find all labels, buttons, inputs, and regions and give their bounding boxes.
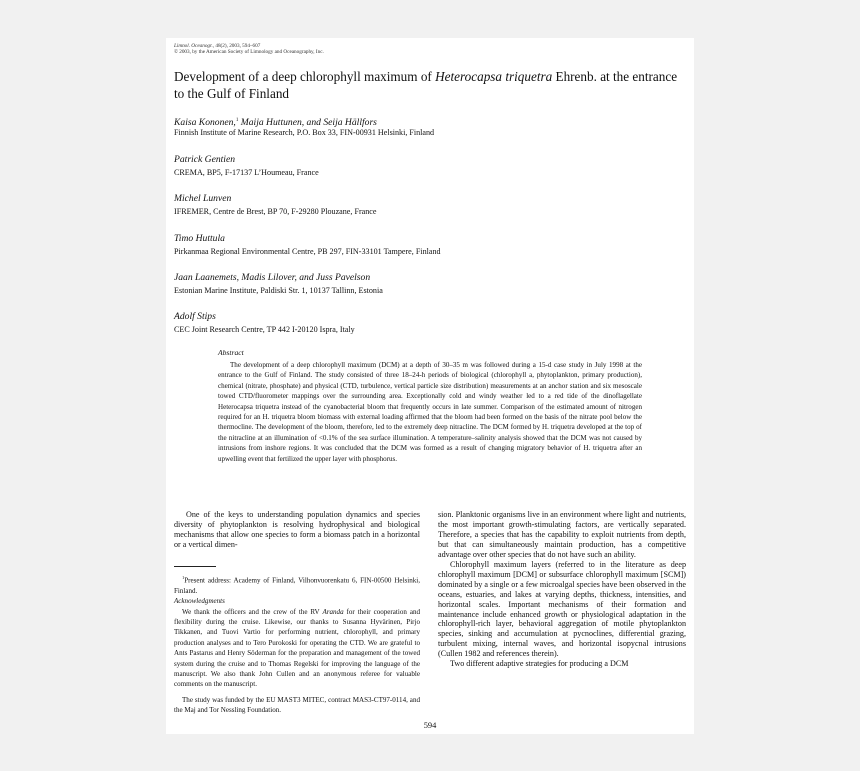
page-number: 594 <box>423 721 437 730</box>
intro-paragraph-1: One of the keys to understanding population dynamics and species diversity of phytoplankton is resolving hydrophysical and biological mechanisms that allow one species to form a biomass patch in a horizontal or a vertical dimen- <box>174 510 420 549</box>
author-names-cont: Maija Huttunen, and Seija Hällfors <box>238 117 377 129</box>
journal-header <box>174 43 324 56</box>
paper-title <box>174 69 689 102</box>
ack-text-a: We thank the officers and the crew of the RV <box>182 607 323 616</box>
author-names: Kaisa Kononen, <box>174 117 236 129</box>
body-paragraph-3: Two different adaptive strategies for producing a DCM <box>450 659 629 669</box>
affiliation-6: CEC Joint Research Centre, TP 442 I-20120 Ispra, Italy <box>174 325 355 334</box>
author-group-5: Jaan Laanemets, Madis Lilover, and Juss Pavelson <box>174 272 371 283</box>
body-paragraph-cont: sion. Planktonic organisms live in an environment where light and nutrients, the most important growth-stimulating factors, are vertically separated. Therefore, a species that has the capability to exploit nutrients from depth, but that can simultaneously maintain production, has a competitive advantage over other species that do not have such an ability. <box>438 510 686 559</box>
body-paragraph-2: Chlorophyll maximum layers (referred to in the literature as deep chlorophyll maximum [DCM] or subsurface chlorophyll maximum [SCM]) dominated by a single or a few microalgal species have been observed in the oceans, estuaries, and lakes at varying depths, thickness, intensities, and horizontal scales. Important mechanisms of their formation and maintenance include enhanced growth or physiological adaptation in the chlorophyll-rich layer, behavioral aggregation of motile phytoplankton species, sinking and accumulation at pycnoclines, differential grazing, turbulent mixing, internal waves, and horizontal isopycnal intrusions (Cullen 1982 and references therein). <box>438 559 686 659</box>
author-group-2: Patrick Gentien <box>174 154 236 165</box>
author-footnote-mark: 1 <box>235 118 239 123</box>
footnote-mark: 1 <box>182 575 185 580</box>
title-part2: Ehrenb. at the entrance to the Gulf of Finland <box>174 69 678 101</box>
footnote <box>174 573 420 596</box>
affiliation-2: CREMA, BP5, F-17137 L’Houmeau, France <box>174 168 319 177</box>
author-group-4: Timo Huttula <box>174 233 225 244</box>
affiliation-1: Finnish Institute of Marine Research, P.O. Box 33, FIN-00931 Helsinki, Finland <box>174 128 435 137</box>
affiliation-4: Pirkanmaa Regional Environmental Centre, PB 297, FIN-33101 Tampere, Finland <box>174 247 441 256</box>
journal-ref: , 48(2), 2003, 594–607 <box>212 43 261 49</box>
affiliation-3: IFREMER, Centre de Brest, BP 70, F-29280 Plouzane, France <box>174 207 377 216</box>
footnote-text: Present address: Academy of Finland, Vilhonvuorenkatu 6, FIN-00500 Helsinki, Finland. <box>174 576 420 595</box>
author-group-1 <box>174 115 377 128</box>
body-column-2 <box>438 510 686 669</box>
footnote-divider <box>174 566 216 567</box>
funding-text: The study was funded by the EU MAST3 MITEC, contract MAS3-CT97-0114, and the Maj and Tor Nessling Foundation. <box>174 696 420 715</box>
paper-page <box>166 38 694 734</box>
author-group-6: Adolf Stips <box>174 311 216 322</box>
acknowledgments-text <box>174 607 420 690</box>
title-part1: Development of a deep chlorophyll maximum of <box>174 69 436 84</box>
ack-text-b: for their cooperation and flexibility during the cruise. Likewise, our thanks to Susanna Hyvärinen, Pirjo Tikkanen, and Tuovi Vartio for performing nutrient, chlorophyll, and primary production analyses and to Tero Purokoski for operating the CTD. We are grateful to Ants Pastarus and Henry Söderman for the preparation and management of the towed system during the cruise and to Thomas Regelski for improving the language of the manuscript. We also thank John Cullen and an anonymous referee for valuable comments on the manuscript. <box>174 607 420 689</box>
acknowledgments-heading: Acknowledgments <box>174 597 225 605</box>
abstract-text: The development of a deep chlorophyll maximum (DCM) at a depth of 30–35 m was followed during a 15-d case study in July 1998 at the entrance to the Gulf of Finland. The study consisted of three 18–24-h periods of biological (chlorophyll a, phytoplankton, primary production), chemical (nitrate, phosphate) and physical (CTD, turbulence, vertical particle size distribution) measurements at an anchor station and six mesoscale towed CTD/fluorometer mappings over the surrounding area. Exceptionally cold and windy weather led to a red tide of the dinoflagellate Heterocapsa triquetra instead of the cyanobacterial bloom that frequently occurs in late summer. Comparison of the estimated amount of nitrogen required for an H. triquetra bloom biomass with external loading affirmed that the bloom had been formed on the basis of the nitrate pool below the thermocline. The development of the bloom, therefore, led to the extremely deep nitracline. The DCM formed by H. triquetra developed at the top of the nitracline at an illumination of <0.1% of the sea surface illumination. A temperature–salinity analysis showed that the DCM was not caused by intrusions from inshore regions. It was concluded that the DCM was formed as a result of changing migratory behavior of H. triquetra after an upwelling event that fertilized the upper layer with phosphorus. <box>218 361 642 463</box>
author-group-3: Michel Lunven <box>174 193 232 204</box>
journal-abbrev: Limnol. Oceanogr. <box>174 43 213 49</box>
vessel-name: Aranda <box>322 607 344 616</box>
affiliation-5: Estonian Marine Institute, Paldiski Str. 1, 10137 Tallinn, Estonia <box>174 286 383 295</box>
abstract-heading: Abstract <box>218 348 244 357</box>
title-species: Heterocapsa triquetra <box>435 69 553 84</box>
copyright-line: © 2003, by the American Society of Limnology and Oceanography, Inc. <box>174 49 324 56</box>
